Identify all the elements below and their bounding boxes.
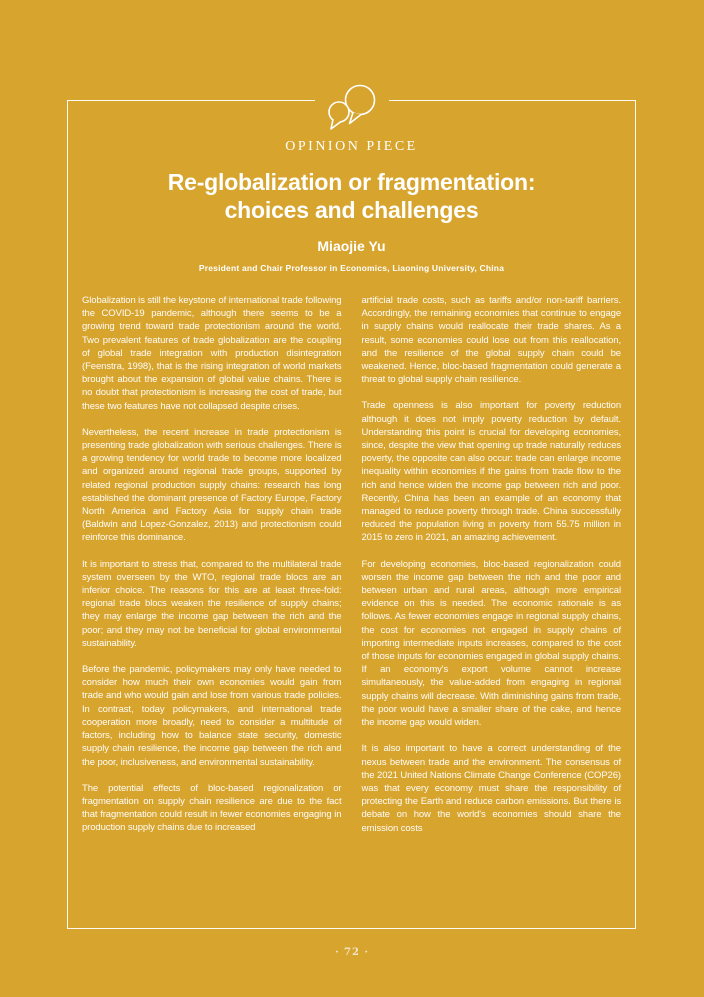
paragraph: Before the pandemic, policymakers may only have needed to consider how much their own economies would gain from trade and who would gain and lose from various trade policies. In contrast, today policymakers, and international trade cooperation more broadly, need to consider a multitude of factors, including how to balance state security, domestic supply chain resilience, the income gap between the rich and the poor, inclusiveness, and environmental sustainability. [82,664,342,768]
author-affiliation: President and Chair Professor in Economics, Liaoning University, China [198,263,505,273]
author-name: Miaojie Yu [317,238,386,254]
paragraph: For developing economies, bloc-based regionalization could worsen the income gap between the rich and the poor and between urban and rural areas, although more empirical evidence on this is needed. The economic rationale is as follows. As fewer economies engage in regional supply chains, the cost for economies not engaged in supply chains of importing intermediate inputs increases, compared to the cost of those inputs for economies engaged in global supply chains. If an economy's export volume cannot increase simultaneously, the value-added from engaging in regional supply chains will decrease. With diminishing gains from trade, the poor would have a smaller share of the cake, and hence the income gap would widen. [361,558,621,729]
title-line-2: choices and challenges [224,197,479,223]
paragraph: artificial trade costs, such as tariffs and/or non-tariff barriers. Accordingly, the remaining economies that continue to engage in supply chains would reallocate their trade shares. As a result, some economies could lose out from this reallocation, and the resilience of the global supply chain could be weakened. Hence, bloc-based fragmentation could generate a threat to global supply chain resilience. [361,295,621,386]
article-frame [67,100,636,929]
paragraph: Trade openness is also important for poverty reduction although it does not imply poverty reduction by default. Understanding this point is crucial for developing economies, since, despite the view that opening up trade naturally reduces poverty, the opposite can also occur: trade can enlarge income inequality within economies if the gains from trade flow to the rich and hence widen the income gap between rich and poor. Recently, China has been an example of an economy that managed to reduce poverty through trade. China successfully reduced the population living in poverty from 55.75 million in 2015 to zero in 2021, an amazing achievement. [361,400,621,544]
page-number: · 72 · [335,947,369,958]
paragraph: The potential effects of bloc-based regionalization or fragmentation on supply chain resilience are due to the fact that fragmentation could result in fewer economies engaging in production supply chains due to increased [82,782,342,834]
paragraph: Globalization is still the keystone of international trade following the COVID-19 pandemic, although there seems to be a growing trend toward trade protectionism around the world. Two prevalent features of trade globalization are the coupling of global trade integration with production disintegration (Feenstra, 1998), that is the rising integration of world markets brought about the expansion of global value chains. There is no doubt that protectionism is increasing the cost of trade, but these two features have not collapsed despite crises. [82,295,342,412]
title-line-1: Re-globalization or fragmentation: [167,169,536,195]
column-right [362,294,622,910]
paragraph: Nevertheless, the recent increase in trade protectionism is presenting trade globalization with serious challenges. There is a growing tendency for world trade to become more localized and organized around regional trade groups, supported by related regional production supply chains: research has long established the dominant presence of Factory Europe, Factory North America and Factory Asia for supply chain trade (Baldwin and Lopez-Gonzalez, 2013) and protectionism could reinforce this dominance. [82,426,342,544]
article-title [68,168,635,224]
body-columns [68,294,635,910]
chat-bubbles-icon [315,77,389,137]
section-kicker: OPINION PIECE [285,139,418,154]
column-left [82,294,342,910]
paragraph: It is also important to have a correct understanding of the nexus between trade and the environment. The consensus of the 2021 United Nations Climate Change Conference (COP26) was that every economy must share the responsibility of protecting the Earth and reduce carbon emissions. But there is debate on how the world's economies should share the emission costs [361,743,621,834]
paragraph: It is important to stress that, compared to the multilateral trade system overseen by the WTO, regional trade blocs are an inferior choice. The reasons for this are at least three-fold: regional trade blocs weaken the resilience of supply chains; they may enlarge the income gap between the rich and the poor; and they may not be beneficial for global environmental sustainability. [82,558,342,649]
